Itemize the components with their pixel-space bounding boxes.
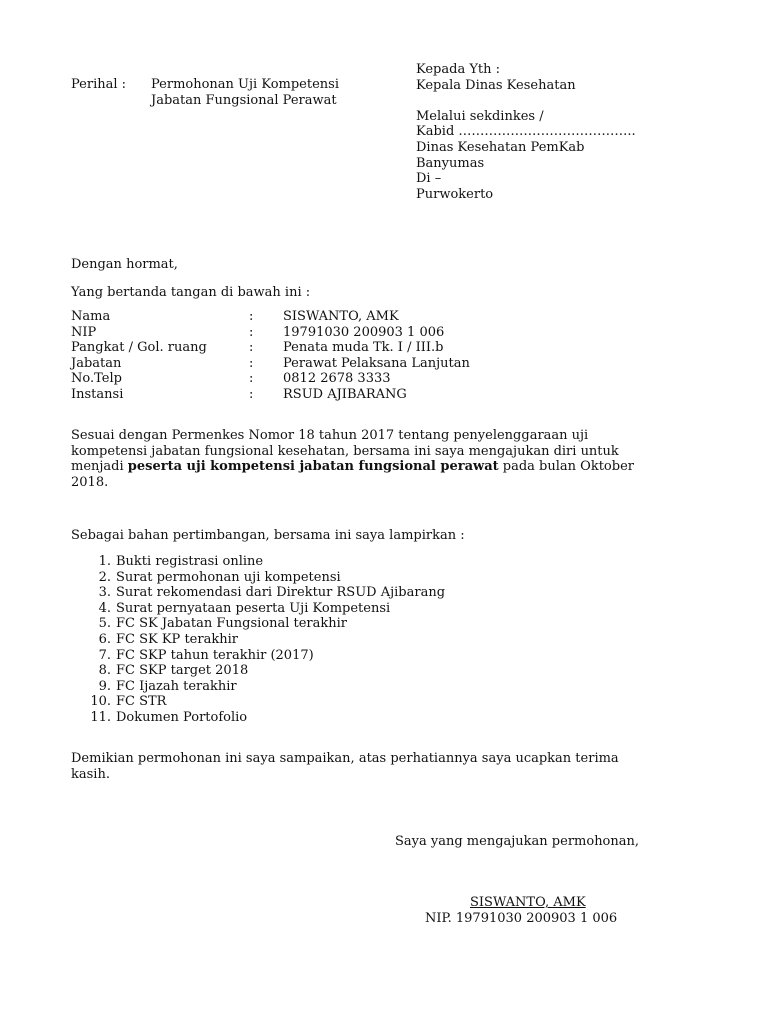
- identity-value: SISWANTO, AMK: [283, 309, 399, 324]
- body-line: kompetensi jabatan fungsional kesehatan, bersama ini saya mengajukan diri untuk: [71, 443, 619, 459]
- identity-row: [71, 356, 671, 372]
- addressee-line: Kepala Dinas Kesehatan: [416, 77, 576, 93]
- signatory-name: SISWANTO, AMK: [470, 895, 586, 910]
- identity-colon: :: [249, 386, 254, 402]
- identity-colon: :: [249, 340, 254, 356]
- addressee-line: [416, 93, 636, 109]
- list-item: [71, 601, 671, 617]
- addressee-block: [416, 62, 636, 202]
- list-item: [71, 632, 671, 648]
- addressee-line: Kabid …………………………………..: [416, 124, 636, 140]
- body-paragraph: [71, 428, 634, 490]
- list-text: FC STR: [116, 694, 167, 710]
- list-number: 7.: [98, 647, 111, 663]
- identity-label: Nama: [71, 309, 111, 324]
- list-item: [71, 694, 671, 710]
- list-text: Surat permohonan uji kompetensi: [116, 569, 341, 585]
- signature-caption: Saya yang mengajukan permohonan,: [395, 834, 640, 849]
- perihal-line: Permohonan Uji Kompetensi: [151, 77, 339, 92]
- identity-label: No.Telp: [71, 371, 122, 387]
- list-text: FC SK Jabatan Fungsional terakhir: [116, 616, 348, 632]
- list-number: 6.: [98, 631, 111, 647]
- list-text: FC SKP tahun terakhir (2017): [116, 647, 314, 663]
- list-text: Surat rekomendasi dari Direktur RSUD Ajibarang: [116, 585, 446, 601]
- list-item: [71, 648, 671, 664]
- list-item: [71, 585, 671, 601]
- perihal-label: Perihal :: [71, 77, 127, 92]
- addressee-line: Kepada Yth :: [416, 62, 501, 77]
- identity-row: [71, 371, 671, 387]
- list-number: 4.: [98, 600, 111, 616]
- identity-colon: :: [249, 309, 254, 324]
- list-text: Dokumen Portofolio: [116, 709, 248, 725]
- list-number: 3.: [98, 585, 111, 601]
- list-number: 11.: [90, 709, 111, 725]
- list-number: 9.: [98, 678, 111, 694]
- body-text: pada bulan Oktober: [498, 459, 634, 475]
- identity-value: 19791030 200903 1 006: [283, 324, 445, 340]
- addressee-line: Dinas Kesehatan PemKab: [416, 139, 585, 155]
- list-item: [71, 710, 671, 726]
- list-text: FC SKP target 2018: [116, 663, 249, 679]
- list-text: Bukti registrasi online: [116, 554, 264, 569]
- addressee-line: Banyumas: [416, 155, 485, 171]
- attachments-list: [71, 554, 671, 726]
- list-text: Surat pernyataan peserta Uji Kompetensi: [116, 600, 391, 616]
- list-number: 5.: [98, 616, 111, 632]
- closing-line: kasih.: [71, 766, 110, 782]
- body-line: [71, 459, 634, 475]
- list-number: 10.: [90, 694, 111, 710]
- body-emphasis: peserta uji kompetensi jabatan fungsional perawat: [127, 459, 499, 475]
- identity-row: [71, 340, 671, 356]
- identity-row: [71, 387, 671, 403]
- identity-value: RSUD AJIBARANG: [283, 386, 407, 402]
- perihal-line: Jabatan Fungsional Perawat: [151, 92, 337, 108]
- identity-colon: :: [249, 371, 254, 387]
- identity-value: Perawat Pelaksana Lanjutan: [283, 355, 470, 371]
- body-line: 2018.: [71, 474, 109, 490]
- list-item: [71, 663, 671, 679]
- signatory-nip: NIP. 19791030 200903 1 006: [425, 911, 618, 926]
- identity-colon: :: [249, 324, 254, 340]
- identity-value: Penata muda Tk. I / III.b: [283, 340, 444, 356]
- closing-paragraph: [71, 751, 619, 782]
- addressee-line: Di –: [416, 171, 442, 187]
- greeting: Dengan hormat,: [71, 257, 178, 272]
- list-number: 2.: [98, 569, 111, 585]
- identity-row: [71, 325, 671, 341]
- list-number: 8.: [98, 663, 111, 679]
- list-text: FC SK KP terakhir: [116, 631, 238, 647]
- perihal-subject: [151, 77, 339, 108]
- attachments-intro: Sebagai bahan pertimbangan, bersama ini saya lampirkan :: [71, 528, 465, 543]
- addressee-line: Purwokerto: [416, 186, 494, 202]
- list-item: [71, 616, 671, 632]
- addressee-line: Melalui sekdinkes /: [416, 108, 544, 124]
- intro-text: Yang bertanda tangan di bawah ini :: [71, 285, 311, 300]
- identity-label: NIP: [71, 324, 97, 340]
- list-text: FC Ijazah terakhir: [116, 678, 237, 694]
- identity-value: 0812 2678 3333: [283, 371, 391, 387]
- closing-line: Demikian permohonan ini saya sampaikan, atas perhatiannya saya ucapkan terima: [71, 751, 619, 766]
- list-item: [71, 554, 671, 570]
- identity-label: Pangkat / Gol. ruang: [71, 340, 207, 356]
- body-line: Sesuai dengan Permenkes Nomor 18 tahun 2017 tentang penyelenggaraan uji: [71, 428, 589, 443]
- identity-colon: :: [249, 355, 254, 371]
- list-number: 1.: [98, 554, 111, 569]
- list-item: [71, 570, 671, 586]
- identity-label: Instansi: [71, 386, 124, 402]
- identity-row: [71, 309, 671, 325]
- list-item: [71, 679, 671, 695]
- body-text: menjadi: [71, 459, 128, 475]
- identity-table: [71, 309, 671, 403]
- identity-label: Jabatan: [71, 355, 122, 371]
